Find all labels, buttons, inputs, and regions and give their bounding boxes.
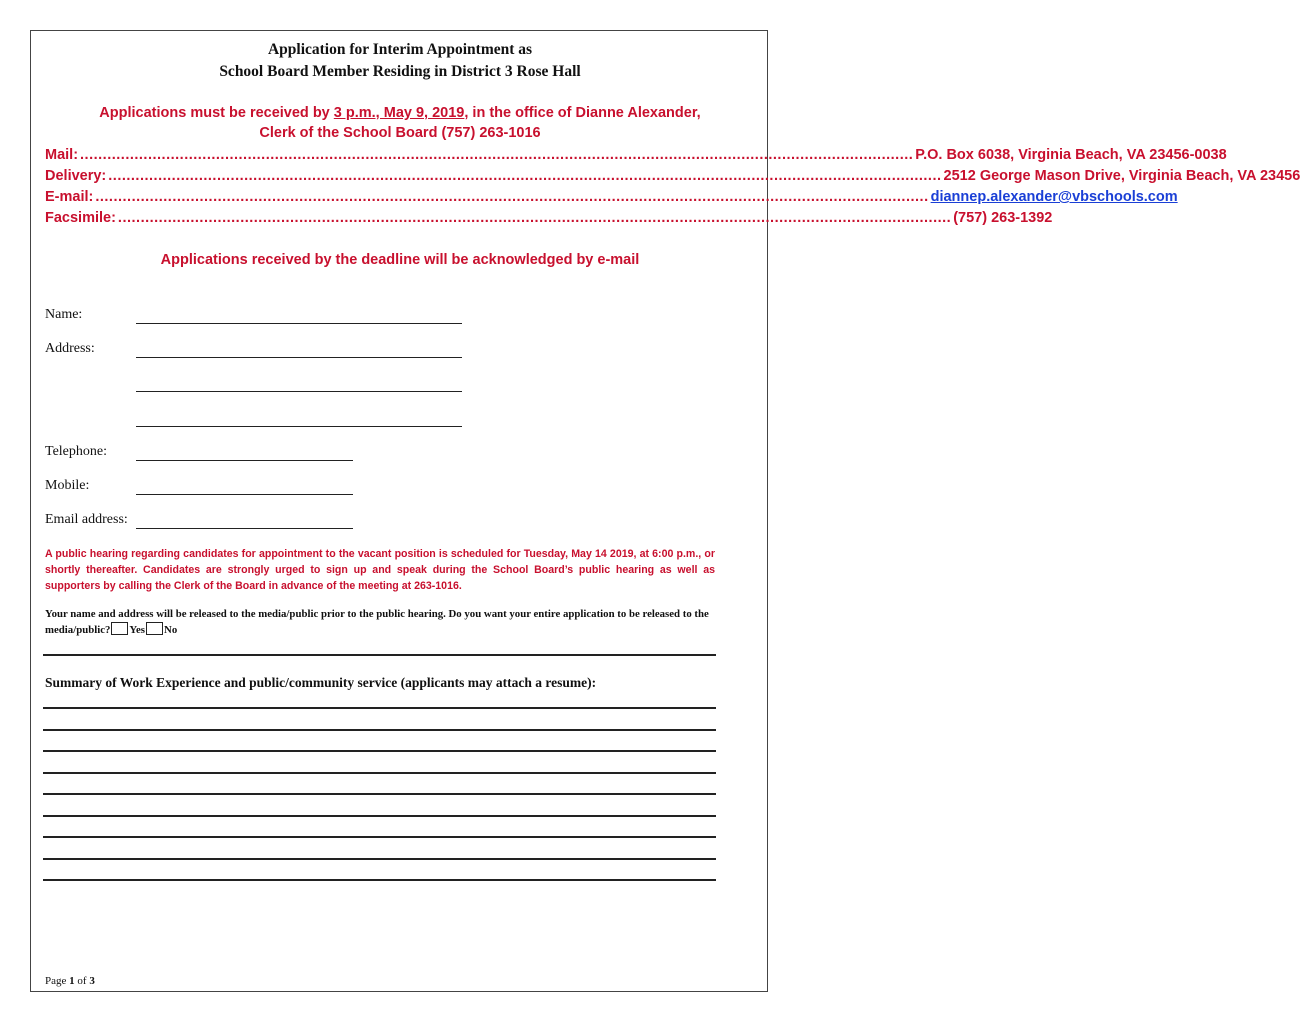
contact-email — [45, 189, 1178, 205]
page-current: 1 — [69, 975, 75, 987]
contact-delivery-label: Delivery: — [45, 168, 107, 184]
no-label: No — [164, 624, 178, 636]
deadline-line2: Clerk of the School Board (757) 263-1016 — [259, 125, 541, 141]
summary-line[interactable] — [43, 707, 716, 709]
summary-line[interactable] — [43, 772, 716, 774]
summary-line[interactable] — [43, 793, 716, 795]
release-question-text: Your name and address will be released to the media/public prior to the public hearing. Do you want your entire application to be released to the media/public? — [45, 608, 709, 636]
release-question — [45, 607, 715, 638]
contact-delivery — [45, 168, 1300, 184]
telephone-label: Telephone: — [45, 444, 107, 459]
summary-line[interactable] — [43, 815, 716, 817]
name-field[interactable] — [136, 323, 462, 324]
address-field-line1[interactable] — [136, 357, 462, 358]
contact-delivery-value: 2512 George Mason Drive, Virginia Beach, VA 23456 — [943, 168, 1300, 184]
yes-label: Yes — [129, 624, 146, 636]
page-number — [45, 975, 95, 987]
deadline-time: 3 p.m., May 9, 2019 — [333, 105, 465, 121]
name-label: Name: — [45, 307, 83, 322]
section-divider — [43, 654, 716, 656]
summary-line[interactable] — [43, 858, 716, 860]
contact-fax-value: (757) 263-1392 — [953, 210, 1053, 226]
summary-line[interactable] — [43, 729, 716, 731]
address-label: Address: — [45, 341, 95, 356]
summary-line[interactable] — [43, 879, 716, 881]
yes-checkbox[interactable] — [111, 622, 128, 635]
contact-mail-label: Mail: — [45, 147, 79, 163]
contact-fax-label: Facsimile: — [45, 210, 116, 226]
leader-dots: ........................................................................................................................................................................................ — [117, 210, 952, 226]
public-hearing-notice: A public hearing regarding candidates for appointment to the vacant position is scheduled for Tuesday, May 14 2019, at 6:00 p.m., or shortly thereafter. Candidates are strongly urged to sign up and speak during the School Board’s public hearing as well as supporters by calling the Clerk of the Board in advance of the meeting at 263-1016. — [45, 548, 715, 592]
leader-dots: ........................................................................................................................................................................................ — [95, 189, 929, 205]
page-mid: of — [74, 975, 90, 987]
summary-line[interactable] — [43, 836, 716, 838]
mobile-field[interactable] — [136, 494, 353, 495]
summary-line[interactable] — [43, 750, 716, 752]
page-total: 3 — [89, 975, 95, 987]
mobile-label: Mobile: — [45, 478, 90, 493]
acknowledge-notice: Applications received by the deadline will be acknowledged by e-mail — [160, 252, 640, 268]
telephone-field[interactable] — [136, 460, 353, 461]
contact-email-label: E-mail: — [45, 189, 94, 205]
page-prefix: Page — [45, 975, 70, 987]
no-checkbox[interactable] — [146, 622, 163, 635]
summary-heading: Summary of Work Experience and public/community service (applicants may attach a resume): — [45, 675, 597, 690]
leader-dots: ........................................................................................................................................................................................ — [80, 147, 914, 163]
deadline-prefix: Applications must be received by — [99, 105, 334, 121]
form-title-line1: Application for Interim Appointment as — [267, 41, 533, 58]
form-title-line2: School Board Member Residing in District 3 Rose Hall — [219, 63, 581, 80]
contact-mail — [45, 147, 1227, 163]
deadline-line1 — [31, 105, 769, 121]
deadline-suffix: , in the office of Dianne Alexander, — [464, 105, 701, 121]
email-label: Email address: — [45, 512, 128, 527]
contact-email-link[interactable]: diannep.alexander@vbschools.com — [930, 189, 1178, 205]
address-field-line2[interactable] — [136, 391, 462, 392]
address-field-line3[interactable] — [136, 426, 462, 427]
email-field[interactable] — [136, 528, 353, 529]
leader-dots: ........................................................................................................................................................................................ — [108, 168, 942, 184]
form-page — [30, 30, 1300, 992]
contact-fax — [45, 210, 1053, 226]
contact-mail-value: P.O. Box 6038, Virginia Beach, VA 23456-0038 — [915, 147, 1227, 163]
